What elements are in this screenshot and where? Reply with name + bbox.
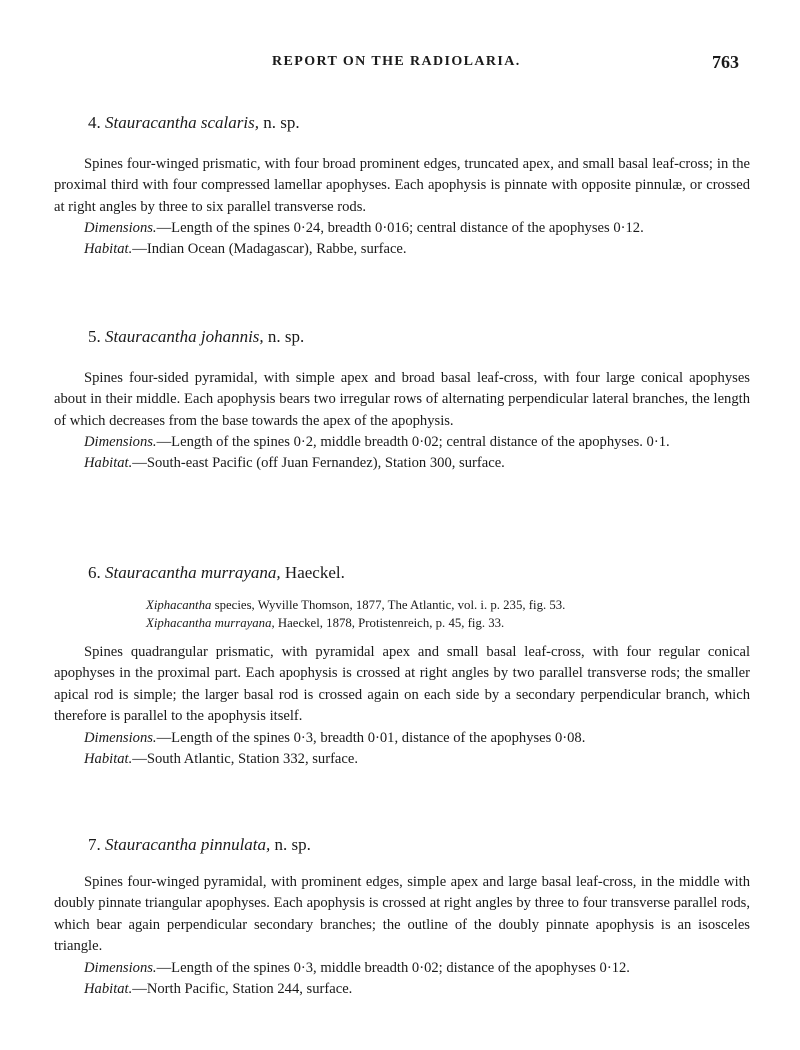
synonym-entry	[146, 614, 750, 632]
dimensions-label: Dimensions.	[84, 959, 157, 976]
species-habitat	[54, 749, 750, 770]
species-number: 7.	[88, 835, 101, 854]
habitat-text: —North Pacific, Station 244, surface.	[132, 980, 353, 997]
species-habitat	[54, 979, 750, 1000]
species-description: Spines four-winged pyramidal, with prominent edges, simple apex and large basal leaf-cross, in the middle with doubly pinnate triangular apophyses. Each apophysis is crossed at right angles by three to four transverse parallel rods, which bear again perpendicular secondary branches; the outline of the doubly pinnate apophysis is an isosceles triangle.	[54, 874, 750, 955]
species-dimensions	[54, 728, 750, 749]
habitat-label: Habitat.	[84, 455, 133, 472]
synonym-citation: species, Wyville Thomson, 1877, The Atlantic, vol. i. p. 235, fig. 53.	[211, 598, 566, 612]
species-name: Stauracantha johannis,	[105, 327, 264, 346]
species-entry	[54, 834, 750, 1000]
species-habitat	[54, 453, 750, 474]
species-author: n. sp.	[274, 835, 311, 854]
habitat-label: Habitat.	[84, 750, 133, 767]
species-number: 6.	[88, 563, 101, 582]
species-heading	[88, 326, 750, 348]
synonym-entry	[146, 596, 750, 614]
species-name: Stauracantha scalaris,	[105, 113, 259, 132]
dimensions-label: Dimensions.	[84, 220, 157, 237]
synonym-genus: Xiphacantha murrayana,	[146, 616, 275, 630]
synonym-citation: Haeckel, 1878, Protistenreich, p. 45, fig. 33.	[274, 616, 505, 630]
species-habitat	[54, 239, 750, 260]
dimensions-text: —Length of the spines 0·3, middle breadth 0·02; distance of the apophyses 0·12.	[156, 959, 630, 976]
habitat-label: Habitat.	[84, 241, 133, 258]
dimensions-label: Dimensions.	[84, 434, 157, 451]
species-number: 5.	[88, 327, 101, 346]
dimensions-text: —Length of the spines 0·3, breadth 0·01, distance of the apophyses 0·08.	[156, 729, 586, 746]
species-dimensions	[54, 432, 750, 453]
species-entry	[54, 326, 750, 474]
species-heading	[88, 562, 750, 584]
habitat-text: —Indian Ocean (Madagascar), Rabbe, surface.	[132, 241, 407, 258]
species-heading	[88, 112, 750, 134]
habitat-label: Habitat.	[84, 980, 133, 997]
running-header	[0, 52, 800, 76]
running-title: REPORT ON THE RADIOLARIA.	[272, 54, 521, 69]
species-name: Stauracantha murrayana,	[105, 563, 281, 582]
species-heading	[88, 834, 750, 856]
synonym-genus: Xiphacantha	[146, 598, 212, 612]
habitat-text: —South Atlantic, Station 332, surface.	[132, 750, 359, 767]
species-entry	[54, 562, 750, 770]
species-author: n. sp.	[267, 327, 305, 346]
species-entry	[54, 112, 750, 260]
species-description: Spines quadrangular prismatic, with pyramidal apex and small basal leaf-cross, with four regular conical apophyses in the proximal part. Each apophysis is crossed at right angles by two parallel transverse rods; the smaller apical rod is simple; the larger basal rod is crossed again on each side by a secondary perpendicular branch, which therefore is parallel to the apophysis itself.	[54, 644, 750, 725]
habitat-text: —South-east Pacific (off Juan Fernandez), Station 300, surface.	[132, 455, 505, 472]
dimensions-text: —Length of the spines 0·2, middle breadth 0·02; central distance of the apophyses. 0·1.	[156, 434, 670, 451]
species-description: Spines four-sided pyramidal, with simple apex and broad basal leaf-cross, with four large conical apophyses about in their middle. Each apophysis bears two irregular rows of alternating perpendicular lateral branches, the length of which decreases from the base towards the apex of the apophysis.	[54, 370, 750, 429]
species-name: Stauracantha pinnulata,	[105, 835, 271, 854]
species-description: Spines four-winged prismatic, with four broad prominent edges, truncated apex, and small basal leaf-cross; in the proximal third with four compressed lamellar apophyses. Each apophysis is pinnate with opposite pinnulæ, or crossed at right angles by three to six parallel transverse rods.	[54, 156, 750, 215]
species-dimensions	[54, 218, 750, 239]
species-author: Haeckel.	[284, 563, 345, 582]
species-dimensions	[54, 958, 750, 979]
species-author: n. sp.	[263, 113, 300, 132]
page-number: 763	[712, 52, 739, 72]
dimensions-text: —Length of the spines 0·24, breadth 0·016; central distance of the apophyses 0·12.	[156, 220, 644, 237]
dimensions-label: Dimensions.	[84, 729, 157, 746]
species-number: 4.	[88, 113, 101, 132]
